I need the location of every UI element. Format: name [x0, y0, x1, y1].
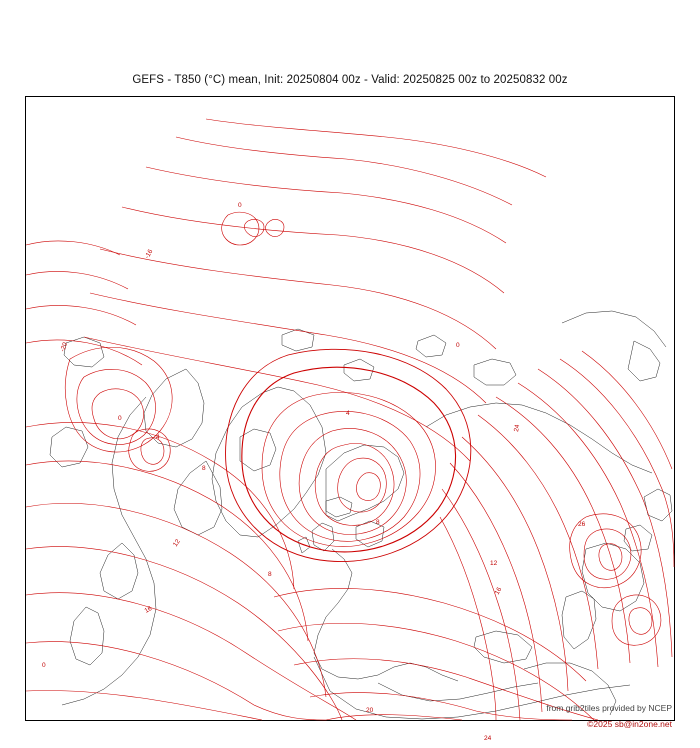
svg-text:26: 26	[578, 521, 586, 528]
svg-text:4: 4	[156, 434, 160, 441]
svg-text:4: 4	[346, 410, 350, 417]
svg-text:0: 0	[118, 415, 122, 422]
svg-text:16: 16	[143, 605, 154, 615]
chart-title: GEFS - T850 (°C) mean, Init: 20250804 00z - Valid: 20250825 00z to 20250832 00z	[132, 74, 568, 86]
svg-text:12: 12	[171, 538, 182, 549]
svg-text:24: 24	[484, 735, 492, 742]
svg-text:8: 8	[376, 519, 380, 526]
svg-text:20: 20	[366, 707, 374, 714]
credit-copyright: ©2025 sb@in2one.net	[587, 719, 672, 729]
svg-text:8: 8	[268, 571, 272, 578]
credit-source: from grib2tiles provided by NCEP	[546, 703, 672, 713]
svg-text:0: 0	[42, 662, 46, 669]
svg-text:12: 12	[490, 560, 498, 567]
contour-labels	[42, 202, 586, 748]
svg-text:-20: -20	[59, 341, 70, 353]
svg-text:24: 24	[513, 424, 522, 433]
svg-text:8: 8	[202, 465, 206, 472]
temperature-contours	[26, 119, 674, 720]
svg-text:16: 16	[493, 586, 504, 596]
svg-text:0: 0	[456, 342, 460, 349]
svg-text:0: 0	[238, 202, 242, 209]
svg-text:-16: -16	[143, 248, 155, 260]
